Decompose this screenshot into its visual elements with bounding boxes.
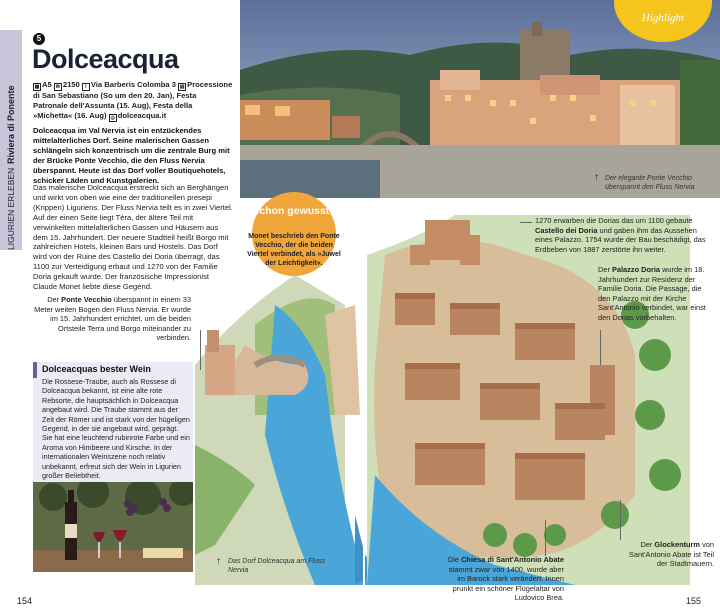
church-text-c: stammt zwar von 1400, wurde aber im Barock stark verändert. Innen prunkt ein schöner Flügelaltar von Ludovico Brea. xyxy=(448,564,564,603)
castle-text-a: 1270 erwarben die Dorias das um 1100 gebaute xyxy=(535,216,693,225)
section-label: LIGURIEN ERLEBEN xyxy=(6,167,16,250)
castle-name: Castello dei Doria xyxy=(535,225,598,235)
church-leader-line xyxy=(545,520,546,556)
ponte-leader-line xyxy=(200,330,201,370)
photo-caption: Der elegante Ponte Vecchio überspannt den Fluss Nervia xyxy=(605,175,695,191)
map-ref: A5 xyxy=(42,80,52,89)
website[interactable]: dolceacqua.it xyxy=(117,111,167,120)
intro-text: Dolceacqua im Val Nervia ist ein entzückendes mittelalterliches Dorf. Seine malerischen Gassen schlängeln sich konzentrisch um die zentrale Burg mit der Brücke Ponte Vecchio, die den Fluss Nervia überspannt. Heute ist das Dorf voller Boutiquehotels, schicker Läden und Kunstgalerien. xyxy=(33,126,230,185)
page-title: Dolceacqua xyxy=(32,44,179,74)
ponte-text-a: Der xyxy=(47,295,62,304)
postcode: 2150 xyxy=(62,80,80,89)
church-name: Chiesa di Sant'Antonio Abate xyxy=(461,555,564,564)
palazzo-leader-line xyxy=(600,330,601,365)
postcode-icon: ✉ xyxy=(55,84,60,90)
events: Processione di San Sebastiano (So um den 20. Jan), Festa Patronale dell'Assunta (15. Aug), Festa della »Michetta« (16. Aug) xyxy=(33,80,233,120)
church-annotation xyxy=(440,555,564,603)
schon-title: Schon gewusst? xyxy=(252,205,336,217)
calendar-icon: ▤ xyxy=(179,84,185,90)
ponte-name: Ponte Vecchio xyxy=(61,295,112,304)
body-text: Das malerische Dolceacqua erstreckt sich an Berghängen und wirkt von oben wie eine der traditionellen presepi (Krippen) Liguriens. Der Fluss Nervia teilt es in zwei Viertel. Auf der einen Seite liegt Tèra, der ältere Teil mit verwinkelten mittelalterlichen Gassen und Häusern aus dem 15. Jahrhundert. Der neuere Stadtteil heißt Borgo mit zahlreichen Hotels, kleinen Bars und Hostels. Das Dorf wird von der Ruine des Castello dei Doria überragt, das 1100 zur Verteidigung erbaut und 1270 von der Familie Doria gekauft wurde. Der französische Impressionist Claude Monet liebte diese Gegend. xyxy=(33,183,233,292)
schon-text: Monet beschrieb den Ponte Vecchio, der die beiden Viertel verbindet, als »Juwel der Leichtigkeit«. xyxy=(247,233,341,267)
highlight-label: Highlight xyxy=(641,12,685,24)
illustration-caption: Das Dorf Dolceacqua am Fluss Nervia xyxy=(228,558,325,574)
wine-title: Dolceacquas bester Wein xyxy=(42,364,151,374)
glocken-annotation xyxy=(618,540,714,569)
wine-text: Die Rossese-Traube, auch als Rossese di Dolceacqua bekannt, ist eine alte rote Rebsorte, die hauptsächlich in Dolceacqua angebaut wird. Die Traube stammt aus der Zeit der Römer und ist stark von der hügeligen Gegend, in der sie angebaut wird, geprägt. Sie hat eine leuchtend rubinrote Farbe und ein Aroma von Himbeere und Kirsche. In der internationalen Weinszene noch relativ unbekannt, erfreut sich der Wein in Ligurien großer Beliebtheit. xyxy=(42,377,190,481)
entry-number: 5 xyxy=(33,33,45,45)
palazzo-text-a: Der xyxy=(598,265,612,274)
ponte-annotation xyxy=(33,295,191,343)
glocken-leader-line xyxy=(620,500,621,540)
arrow-up-icon-2: ↑ xyxy=(216,556,221,567)
page-number-left: 154 xyxy=(17,596,33,606)
palazzo-annotation xyxy=(598,265,714,323)
info-icon: i xyxy=(82,83,90,91)
map-icon: ▦ xyxy=(34,84,40,90)
castle-annotation xyxy=(535,216,713,254)
church-text-a: Die xyxy=(447,555,462,564)
arrow-up-icon: ↑ xyxy=(594,172,599,183)
page-number-right: 155 xyxy=(686,596,702,606)
palazzo-name: Palazzo Doria xyxy=(611,265,661,274)
ponte-text-c: überspannt in einem 33 Meter weiten Bogen den Fluss Nervia. Er wurde im 15. Jahrhundert errichtet, um die beiden Ortsteile Terra und Borgo miteinander zu verbinden. xyxy=(34,295,191,343)
castle-leader-line xyxy=(520,222,532,223)
castle-text-c: und gaben ihm das Aussehen eines Palazzo. 1754 wurde der Bau beschädigt, das Erdbeben von 1887 zerstörte ihn weiter. xyxy=(535,225,706,254)
side-tab-text xyxy=(2,40,20,250)
glocken-text-a: Der xyxy=(640,540,655,549)
glocken-text-c: von Sant'Antonio Abate ist Teil der Stadtmauern. xyxy=(628,540,714,569)
address: Via Barberis Colomba 3 xyxy=(90,80,176,89)
region-label: Riviera di Ponente xyxy=(6,85,16,164)
palazzo-text-c: wurde im 18. Jahrhundert zur Residenz der Familie Doria. Die Passage, die den Palazzo mit der Kirche Sant'Antonio verbindet, war einst den Dorias vorbehalten. xyxy=(598,265,706,322)
web-icon: ◎ xyxy=(110,115,115,121)
wine-accent-bar xyxy=(33,362,37,378)
glocken-name: Glockenturm xyxy=(654,540,701,549)
wine-photo xyxy=(33,482,193,572)
info-block xyxy=(33,80,233,122)
